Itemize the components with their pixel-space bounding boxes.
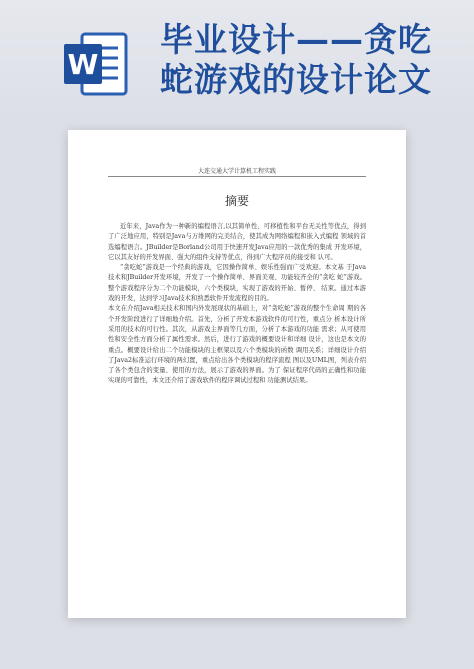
svg-text:W: W xyxy=(67,48,99,81)
banner xyxy=(0,0,474,118)
running-header: 大连交通大学计算机工程实践 xyxy=(197,168,276,175)
word-document-icon xyxy=(60,28,132,100)
abstract-paragraph: “贪吃蛇”游戏是一个经典的游戏，它因操作简单、娱乐性强而广受欢迎。本文基 于Java技术和JBuilder开发环境，开发了一个操作简单、界面美观、功能较齐全的“贪吃 蛇”游戏。整个游戏程序分为二个功能模块，六个类模块，实现了游戏的开始、暂停、 结束。通过本游戏的开发，达到学习Java技术和熟悉软件开发流程的目的。 xyxy=(108,264,366,303)
document-page xyxy=(68,130,406,618)
abstract-body xyxy=(108,222,366,387)
abstract-paragraph: 近年来，Java作为一种新的编程语言,以其简单性、可移植性和平台无关性等优点，得到了广泛地应用，特别是Java与万维网的完美结合，使其成为网络编程和嵌入式编程 领域的首选编程语言。JBuilder是Borland公司用于快速开发Java应用的一款优秀的集成 开发环境，它以其友好的开发界面、强大的组件支持等优点，得到广大程序员的接受和 认可。 xyxy=(108,223,366,261)
abstract-heading: 摘要 xyxy=(224,194,249,208)
banner-title: 毕业设计——贪吃蛇游戏的设计论文 xyxy=(160,20,432,99)
header-divider xyxy=(108,176,366,177)
abstract-paragraph: 本文在介绍Java相关技术和国内外发展现状的基础上，对“贪吃蛇”游戏的整个生命周 期的各个开发阶段进行了详细地介绍。首先，分析了开发本游戏软件的可行性，重点分 析本设计所采用的技术的可行性。其次，从游戏主界面等几方面，分析了本游戏的功能 需求；从可使用性和安全性方面分析了属性需求。然后，进行了游戏的概要设计和详细 设计，这也是本文的重点。概要设计给出二个功能模块的主框架以及六个类模块的函数 调用关系；详细设计介绍了Java2标准运行环境的两幻置，重点给出各个类模块的程序流程 图以及UML图，列表介绍了各个类包含的变量、使用的方法，展示了游戏的界面。为了 保证程序代码的正确性和功能实现的可靠性，本文还介绍了游戏软件的程序调试过程和 功能测试结果。 xyxy=(108,305,366,385)
